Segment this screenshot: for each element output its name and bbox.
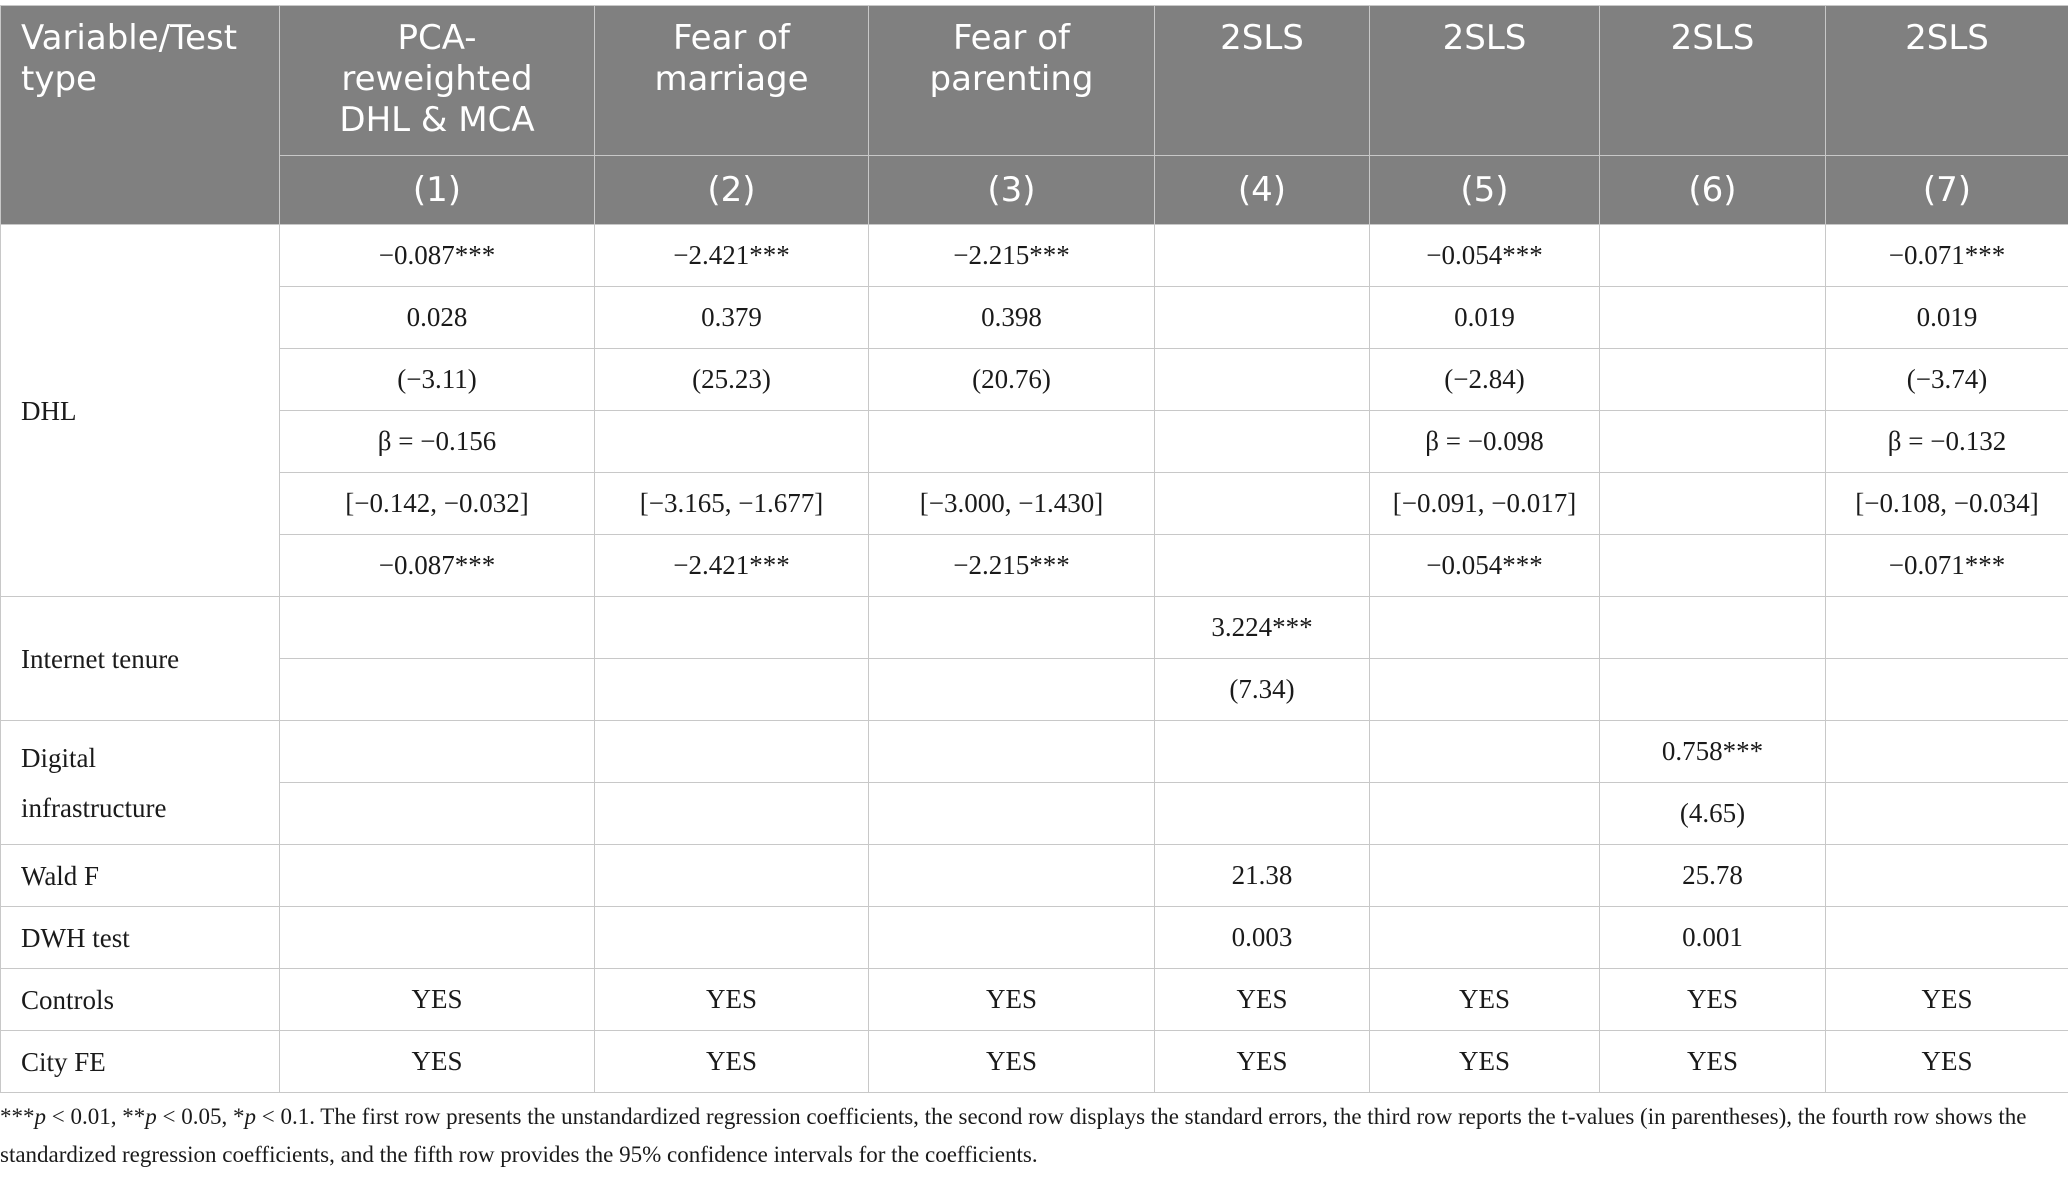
note-text-1: < 0.01, **	[46, 1104, 146, 1129]
table-row	[1, 349, 2068, 411]
header-col2-line1: Fear of	[672, 18, 790, 58]
header-col7-number: (7)	[1826, 156, 2068, 225]
cell-dhl-2-col4	[1155, 287, 1370, 349]
cell-controls-col5: YES	[1370, 969, 1600, 1031]
cell-dhl-1-col7: −0.071***	[1826, 225, 2068, 287]
header-row-number	[1, 156, 2068, 225]
cell-internet-2-col7	[1826, 659, 2068, 721]
cell-dhl-2-col2: 0.379	[595, 287, 869, 349]
header-variable-test-type	[1, 6, 280, 225]
cell-wald-col6: 25.78	[1600, 845, 1826, 907]
table-footnote	[0, 1098, 2040, 1174]
row-label-controls: Controls	[1, 969, 280, 1031]
cell-dhl-1-col5: −0.054***	[1370, 225, 1600, 287]
cell-dwh-col5	[1370, 907, 1600, 969]
cell-digital-1-col5	[1370, 721, 1600, 783]
cell-dhl-3-col3: (20.76)	[869, 349, 1155, 411]
row-label-internet	[1, 597, 280, 721]
note-text-3: < 0.1. The first row presents the unstandardized regression coefficients, the second row displays the standard errors, the third row reports the t-values (in parentheses), the fourth row shows the standardized regression coefficients, and the fifth row provides the 95% confidence intervals for the coefficients.	[0, 1104, 2027, 1167]
cell-dhl-1-col6	[1600, 225, 1826, 287]
cell-controls-col2: YES	[595, 969, 869, 1031]
cell-dhl-5-col3: [−3.000, −1.430]	[869, 473, 1155, 535]
cell-dhl-2-col6	[1600, 287, 1826, 349]
cell-dhl-2-col3: 0.398	[869, 287, 1155, 349]
cell-dhl-3-col5: (−2.84)	[1370, 349, 1600, 411]
cell-dhl-2-col7: 0.019	[1826, 287, 2068, 349]
note-p-var-2: p	[145, 1104, 157, 1129]
cell-wald-col4: 21.38	[1155, 845, 1370, 907]
table-row	[1, 1031, 2068, 1093]
cell-digital-1-col3	[869, 721, 1155, 783]
table-row	[1, 969, 2068, 1031]
row-label-text-dhl: DHL	[21, 395, 77, 426]
header-col2-line2: marriage	[654, 59, 809, 99]
cell-dhl-1-col4	[1155, 225, 1370, 287]
cell-internet-1-col6	[1600, 597, 1826, 659]
header-col1-line1: PCA-	[397, 18, 477, 58]
header-col5-number: (5)	[1370, 156, 1600, 225]
cell-dhl-6-col4	[1155, 535, 1370, 597]
note-p-var-1: p	[34, 1104, 46, 1129]
cell-dhl-6-col5: −0.054***	[1370, 535, 1600, 597]
header-col1-line3: DHL & MCA	[339, 100, 535, 140]
cell-dhl-5-col4	[1155, 473, 1370, 535]
table-row	[1, 597, 2068, 659]
cell-dhl-3-col1: (−3.11)	[280, 349, 595, 411]
row-label-dwh: DWH test	[1, 907, 280, 969]
table-row	[1, 783, 2068, 845]
cell-cityfe-col1: YES	[280, 1031, 595, 1093]
cell-internet-2-col2	[595, 659, 869, 721]
cell-wald-col7	[1826, 845, 2068, 907]
cell-dhl-3-col2: (25.23)	[595, 349, 869, 411]
table-row	[1, 907, 2068, 969]
cell-dhl-3-col6	[1600, 349, 1826, 411]
header-col2-type	[595, 6, 869, 156]
cell-digital-2-col1	[280, 783, 595, 845]
cell-internet-1-col4: 3.224***	[1155, 597, 1370, 659]
cell-internet-2-col6	[1600, 659, 1826, 721]
header-row-type	[1, 6, 2068, 156]
cell-digital-2-col3	[869, 783, 1155, 845]
cell-dhl-4-col1: β = −0.156	[280, 411, 595, 473]
header-col2-number: (2)	[595, 156, 869, 225]
cell-dwh-col2	[595, 907, 869, 969]
cell-internet-2-col4: (7.34)	[1155, 659, 1370, 721]
header-col6-number: (6)	[1600, 156, 1826, 225]
header-col3-line2: parenting	[929, 59, 1094, 99]
row-label-text-internet: Internet tenure	[21, 643, 180, 674]
note-text-2: < 0.05, *	[156, 1104, 245, 1129]
cell-dhl-4-col3	[869, 411, 1155, 473]
cell-internet-1-col3	[869, 597, 1155, 659]
header-col0-line1: Variable/Test	[21, 18, 238, 58]
cell-wald-col5	[1370, 845, 1600, 907]
row-label-digital-line1: Digital	[21, 742, 96, 773]
cell-dhl-1-col3: −2.215***	[869, 225, 1155, 287]
table-row	[1, 287, 2068, 349]
cell-dwh-col3	[869, 907, 1155, 969]
header-col1-number: (1)	[280, 156, 595, 225]
cell-cityfe-col6: YES	[1600, 1031, 1826, 1093]
row-label-cityfe: City FE	[1, 1031, 280, 1093]
table-row	[1, 473, 2068, 535]
cell-internet-2-col1	[280, 659, 595, 721]
header-col4-type: 2SLS	[1155, 6, 1370, 156]
cell-cityfe-col5: YES	[1370, 1031, 1600, 1093]
header-col3-line1: Fear of	[952, 18, 1070, 58]
cell-wald-col2	[595, 845, 869, 907]
table-row	[1, 659, 2068, 721]
cell-dwh-col1	[280, 907, 595, 969]
row-label-text-digital	[21, 733, 279, 833]
header-col3-type	[869, 6, 1155, 156]
row-label-digital	[1, 721, 280, 845]
table-row	[1, 845, 2068, 907]
cell-dhl-5-col1: [−0.142, −0.032]	[280, 473, 595, 535]
cell-dhl-6-col7: −0.071***	[1826, 535, 2068, 597]
cell-digital-2-col5	[1370, 783, 1600, 845]
row-label-dhl	[1, 225, 280, 597]
header-col0-line2: type	[21, 59, 97, 99]
table-row	[1, 535, 2068, 597]
cell-controls-col1: YES	[280, 969, 595, 1031]
cell-internet-1-col5	[1370, 597, 1600, 659]
cell-dhl-2-col5: 0.019	[1370, 287, 1600, 349]
cell-controls-col4: YES	[1155, 969, 1370, 1031]
cell-dhl-5-col2: [−3.165, −1.677]	[595, 473, 869, 535]
cell-dhl-6-col3: −2.215***	[869, 535, 1155, 597]
cell-dhl-2-col1: 0.028	[280, 287, 595, 349]
cell-digital-1-col6: 0.758***	[1600, 721, 1826, 783]
cell-dhl-6-col1: −0.087***	[280, 535, 595, 597]
cell-digital-1-col2	[595, 721, 869, 783]
header-col1-type	[280, 6, 595, 156]
cell-cityfe-col4: YES	[1155, 1031, 1370, 1093]
cell-digital-2-col2	[595, 783, 869, 845]
cell-dhl-4-col5: β = −0.098	[1370, 411, 1600, 473]
cell-digital-1-col1	[280, 721, 595, 783]
header-col5-type: 2SLS	[1370, 6, 1600, 156]
cell-controls-col7: YES	[1826, 969, 2068, 1031]
cell-controls-col3: YES	[869, 969, 1155, 1031]
cell-wald-col3	[869, 845, 1155, 907]
cell-internet-2-col3	[869, 659, 1155, 721]
cell-internet-1-col7	[1826, 597, 2068, 659]
cell-dhl-5-col5: [−0.091, −0.017]	[1370, 473, 1600, 535]
cell-dhl-1-col2: −2.421***	[595, 225, 869, 287]
cell-internet-1-col2	[595, 597, 869, 659]
row-label-digital-line2: infrastructure	[21, 792, 167, 823]
cell-cityfe-col2: YES	[595, 1031, 869, 1093]
table-row	[1, 225, 2068, 287]
table-row	[1, 721, 2068, 783]
cell-dwh-col7	[1826, 907, 2068, 969]
cell-dhl-4-col6	[1600, 411, 1826, 473]
header-col3-number: (3)	[869, 156, 1155, 225]
cell-digital-2-col6: (4.65)	[1600, 783, 1826, 845]
note-p-var-3: p	[244, 1104, 256, 1129]
cell-dhl-3-col7: (−3.74)	[1826, 349, 2068, 411]
cell-dwh-col6: 0.001	[1600, 907, 1826, 969]
cell-controls-col6: YES	[1600, 969, 1826, 1031]
note-stars-1: ***	[0, 1104, 35, 1129]
header-col1-line2: reweighted	[341, 59, 533, 99]
cell-dhl-6-col6	[1600, 535, 1826, 597]
cell-cityfe-col7: YES	[1826, 1031, 2068, 1093]
header-col6-type: 2SLS	[1600, 6, 1826, 156]
cell-wald-col1	[280, 845, 595, 907]
cell-dhl-1-col1: −0.087***	[280, 225, 595, 287]
header-col4-number: (4)	[1155, 156, 1370, 225]
cell-internet-2-col5	[1370, 659, 1600, 721]
header-col7-type: 2SLS	[1826, 6, 2068, 156]
cell-digital-2-col7	[1826, 783, 2068, 845]
cell-dhl-4-col7: β = −0.132	[1826, 411, 2068, 473]
cell-digital-1-col4	[1155, 721, 1370, 783]
cell-digital-2-col4	[1155, 783, 1370, 845]
table-row	[1, 411, 2068, 473]
cell-cityfe-col3: YES	[869, 1031, 1155, 1093]
regression-table	[0, 5, 2068, 1093]
cell-dwh-col4: 0.003	[1155, 907, 1370, 969]
cell-dhl-4-col2	[595, 411, 869, 473]
cell-dhl-4-col4	[1155, 411, 1370, 473]
table-body	[1, 225, 2068, 1093]
cell-dhl-3-col4	[1155, 349, 1370, 411]
cell-internet-1-col1	[280, 597, 595, 659]
cell-dhl-6-col2: −2.421***	[595, 535, 869, 597]
cell-dhl-5-col6	[1600, 473, 1826, 535]
row-label-wald: Wald F	[1, 845, 280, 907]
cell-dhl-5-col7: [−0.108, −0.034]	[1826, 473, 2068, 535]
cell-digital-1-col7	[1826, 721, 2068, 783]
